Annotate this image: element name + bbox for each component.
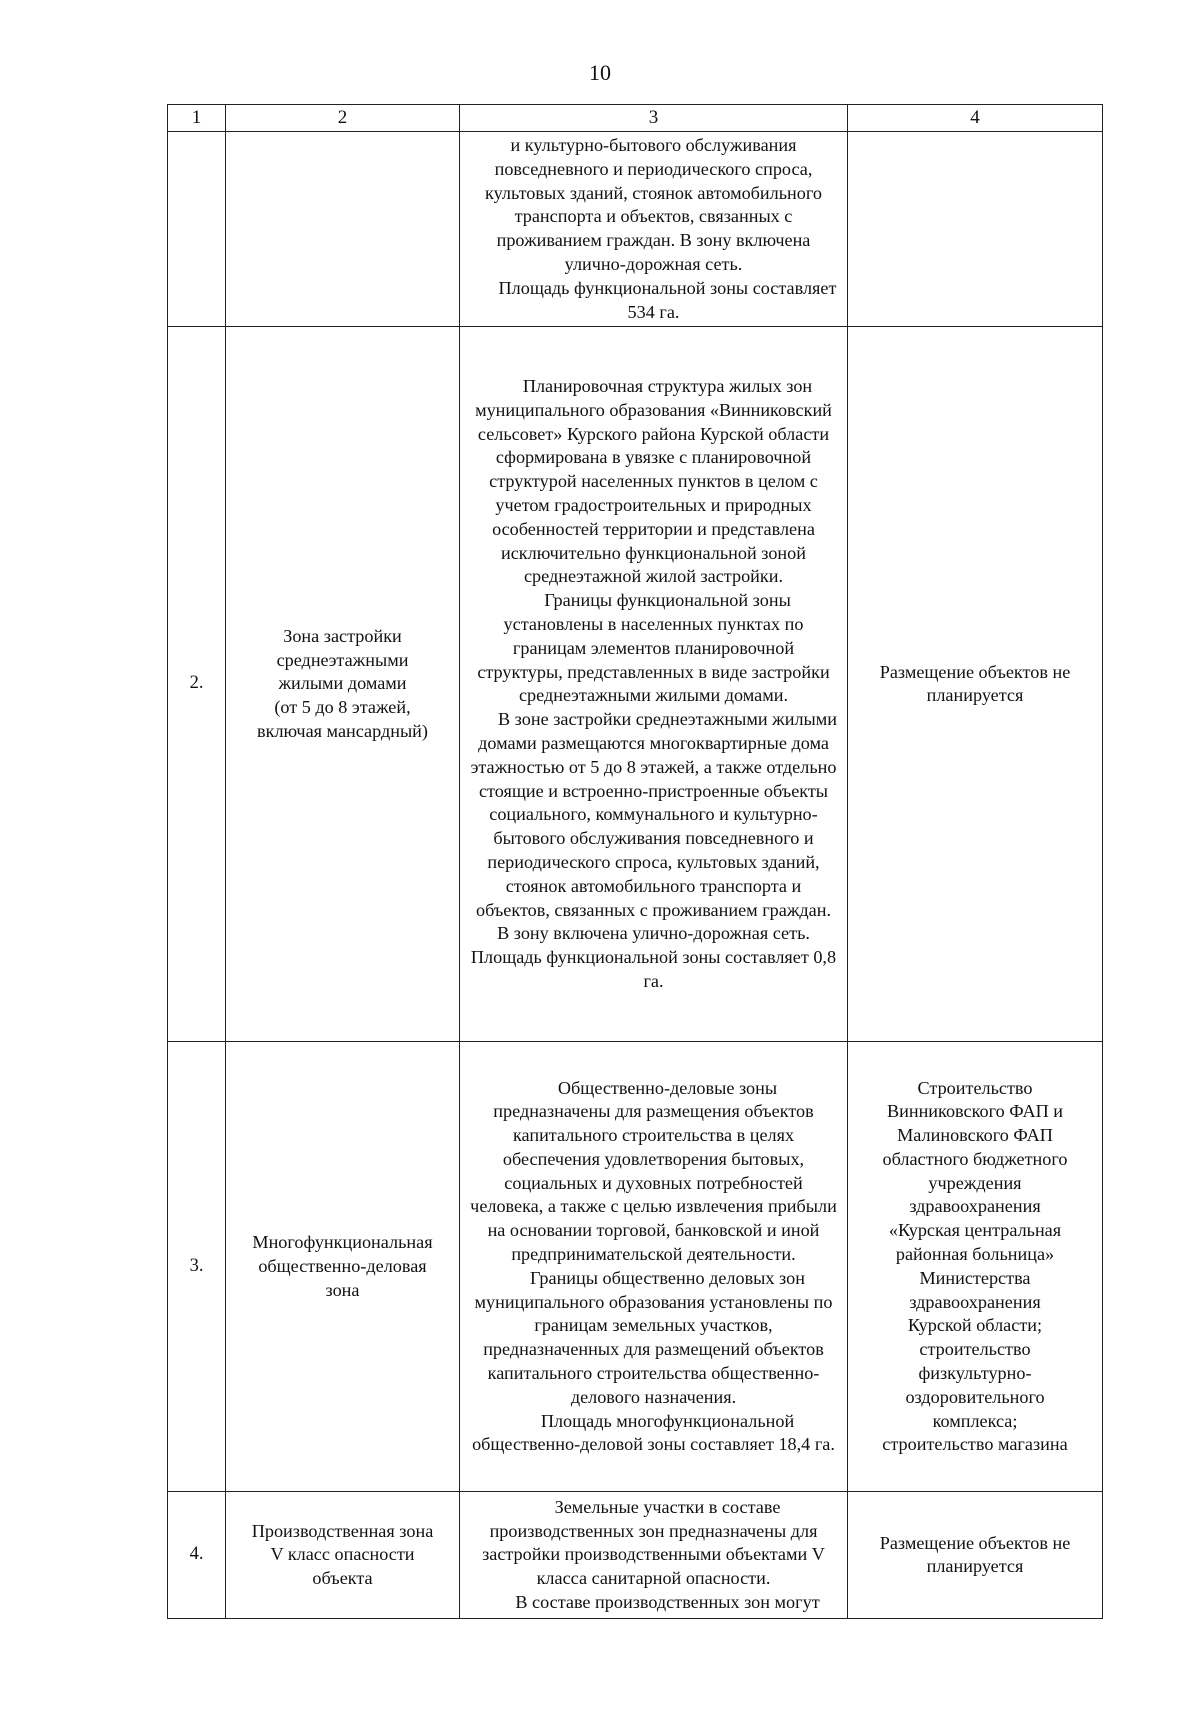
zone-name — [226, 132, 460, 327]
table-row — [168, 327, 1103, 1042]
planned-objects-line: Министерства — [919, 1267, 1031, 1288]
page-number: 10 — [589, 60, 611, 85]
zone-description — [460, 132, 848, 327]
planned-objects-line: Строительство — [917, 1077, 1033, 1098]
planned-objects-line: здравоохранения — [909, 1196, 1041, 1217]
zone-name-line: общественно-деловая — [258, 1255, 427, 1276]
zone-name — [226, 1042, 460, 1492]
planned-objects-line: Винниковского ФАП и — [886, 1101, 1064, 1122]
row-number: 3. — [168, 1042, 226, 1492]
table-row — [168, 132, 1103, 327]
zone-name-line: Зона застройки — [283, 625, 402, 646]
planned-objects-line: районная больница» — [895, 1244, 1055, 1265]
description-paragraph: Общественно-деловые зоны предназначены для размещения объектов капитального строительства в целях обеспечения удовлетворения бытовых, социальных и духовных потребностей человека, а также с целью извлечения прибыли на основании торговой, банковской и иной предпринимательской деятельности. — [470, 1077, 837, 1265]
description-paragraph: Площадь функциональной зоны составляет 0,8 га. — [470, 947, 837, 991]
table-row — [168, 1492, 1103, 1619]
column-header-4: 4 — [848, 105, 1103, 132]
description-paragraph: Площадь многофункциональной общественно-деловой зоны составляет 18,4 га. — [472, 1410, 835, 1455]
zone-name-line: зона — [325, 1279, 360, 1300]
zone-name-line: включая мансардный) — [257, 721, 428, 742]
planned-objects — [848, 1492, 1103, 1619]
planned-objects-line: Размещение объектов не — [879, 1532, 1071, 1553]
planned-objects — [848, 1042, 1103, 1492]
zone-name-line: Многофункциональная — [252, 1232, 433, 1253]
description-paragraph: Границы общественно деловых зон муниципального образования установлены по границам земельных участков, предназначенных для размещений объектов капитального строительства общественно-делового назначения. — [474, 1267, 833, 1407]
planned-objects-line: Курской области; — [907, 1315, 1043, 1336]
zone-name-line: жилыми домами — [278, 673, 407, 694]
planned-objects-line: Малиновского ФАП — [897, 1125, 1053, 1146]
planned-objects-line: планируется — [926, 1556, 1024, 1577]
description-paragraph: Площадь функциональной зоны составляет 534 га. — [498, 277, 837, 322]
planned-objects-line: Размещение объектов не — [879, 661, 1071, 682]
zones-table — [167, 104, 1103, 1619]
zone-description — [460, 327, 848, 1042]
zone-description — [460, 1492, 848, 1619]
column-header-1: 1 — [168, 105, 226, 132]
zone-name — [226, 327, 460, 1042]
zone-name-line: Производственная зона — [251, 1520, 434, 1541]
planned-objects-line: комплекса; — [932, 1410, 1018, 1431]
zone-name-line: объекта — [312, 1568, 373, 1589]
row-number — [168, 132, 226, 327]
planned-objects-line: строительство — [919, 1339, 1031, 1360]
column-header-2: 2 — [226, 105, 460, 132]
zone-name-line: среднеэтажными — [276, 649, 409, 670]
description-paragraph: Планировочная структура жилых зон муниципального образования «Винниковский сельсовет» Курского района Курской области сформирована в увязке с планировочной структурой населенных пунктов в целом с учетом градостроительных и природных особенностей территории и представлена исключительно функциональной зоной среднеэтажной жилой застройки. — [475, 376, 832, 587]
zone-name-line: V класс опасности — [270, 1544, 415, 1565]
description-paragraph: В составе производственных зон могут — [515, 1592, 820, 1613]
row-number: 4. — [168, 1492, 226, 1619]
description-paragraph: В зоне застройки среднеэтажными жилыми домами размещаются многоквартирные дома этажностью от 5 до 8 этажей, а также отдельно стоящие и встроенно-пристроенные объекты социального, коммунального и культурно-бытового обслуживания повседневного и периодического спроса, культовых зданий, стоянок автомобильного транспорта и объектов, связанных с проживанием граждан. В зону включена улично-дорожная сеть. — [470, 709, 837, 944]
zone-name-line: (от 5 до 8 этажей, — [274, 697, 411, 718]
planned-objects-line: областного бюджетного — [882, 1148, 1068, 1169]
planned-objects — [848, 132, 1103, 327]
description-paragraph: Земельные участки в составе производственных зон предназначены для застройки производственными объектами V класса санитарной опасности. — [482, 1496, 825, 1589]
table-header-row — [168, 105, 1103, 132]
description-paragraph: и культурно-бытового обслуживания повседневного и периодического спроса, культовых зданий, стоянок автомобильного транспорта и объектов, связанных с проживанием граждан. В зону включена улично-дорожная сеть. — [485, 135, 822, 274]
planned-objects-line: физкультурно- — [918, 1363, 1032, 1384]
description-paragraph: Границы функциональной зоны установлены в населенных пунктах по границам элементов планировочной структуры, представленных в виде застройки среднеэтажными жилыми домами. — [477, 590, 830, 706]
planned-objects — [848, 327, 1103, 1042]
planned-objects-line: учреждения — [928, 1172, 1022, 1193]
planned-objects-line: оздоровительного — [905, 1386, 1045, 1407]
column-header-3: 3 — [460, 105, 848, 132]
zone-name — [226, 1492, 460, 1619]
planned-objects-line: «Курская центральная — [888, 1220, 1062, 1241]
table-row — [168, 1042, 1103, 1492]
zone-description — [460, 1042, 848, 1492]
row-number: 2. — [168, 327, 226, 1042]
planned-objects-line: строительство магазина — [882, 1434, 1068, 1455]
planned-objects-line: здравоохранения — [909, 1291, 1041, 1312]
planned-objects-line: планируется — [926, 685, 1024, 706]
